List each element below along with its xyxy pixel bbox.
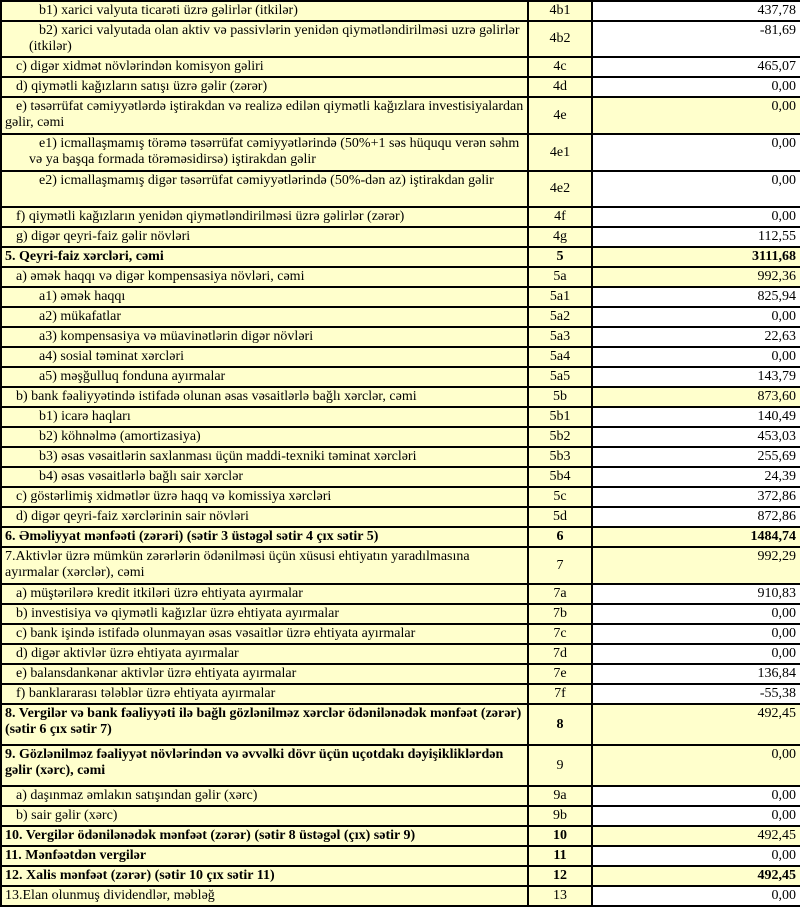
value-cell: 453,03: [592, 427, 800, 447]
table-row: [1, 467, 800, 487]
value-cell: 0,00: [592, 207, 800, 227]
value-cell: 492,45: [592, 866, 800, 886]
description-cell: a) əmək haqqı və digər kompensasiya növləri, cəmi: [1, 267, 528, 287]
code-cell: 5d: [528, 507, 592, 527]
description-cell: 13.Elan olunmuş dividendlər, məbləğ: [1, 886, 528, 906]
code-cell: 4d: [528, 77, 592, 97]
value-cell: 255,69: [592, 447, 800, 467]
table-row: [1, 644, 800, 664]
code-cell: 4b2: [528, 21, 592, 57]
value-cell: -81,69: [592, 21, 800, 57]
value-cell: 492,45: [592, 704, 800, 745]
code-cell: 4c: [528, 57, 592, 77]
table-row: [1, 745, 800, 786]
description-cell: a1) əmək haqqı: [1, 287, 528, 307]
table-row: [1, 267, 800, 287]
description-cell: 7.Aktivlər üzrə mümkün zərərlərin ödənilməsi üçün xüsusi ehtiyatın yaradılmasına ayırmalar (xərclər), cəmi: [1, 547, 528, 584]
value-cell: 0,00: [592, 644, 800, 664]
value-cell: 910,83: [592, 584, 800, 604]
table-row: [1, 846, 800, 866]
table-row: [1, 347, 800, 367]
description-cell: b2) xarici valyutada olan aktiv və passivlərin yenidən qiymətləndirilməsi uzrə gəlirlər (itkilər): [1, 21, 528, 57]
code-cell: 5a1: [528, 287, 592, 307]
value-cell: 143,79: [592, 367, 800, 387]
code-cell: 8: [528, 704, 592, 745]
description-cell: c) göstərlimiş xidmətlər üzrə haqq və komissiya xərcləri: [1, 487, 528, 507]
table-row: [1, 287, 800, 307]
value-cell: 112,55: [592, 227, 800, 247]
code-cell: 6: [528, 527, 592, 547]
description-cell: b) sair gəlir (xərc): [1, 806, 528, 826]
code-cell: 5a: [528, 267, 592, 287]
code-cell: 5a3: [528, 327, 592, 347]
description-cell: 11. Mənfəətdən vergilər: [1, 846, 528, 866]
description-cell: f) qiymətli kağızların yenidən qiymətləndirilməsi üzrə gəlirlər (zərər): [1, 207, 528, 227]
value-cell: 465,07: [592, 57, 800, 77]
value-cell: 140,49: [592, 407, 800, 427]
description-cell: b4) əsas vəsaitlərlə bağlı sair xərclər: [1, 467, 528, 487]
table-body: [1, 1, 800, 906]
table-row: [1, 77, 800, 97]
value-cell: 992,29: [592, 547, 800, 584]
description-cell: 6. Əməliyyat mənfəəti (zərəri) (sətir 3 üstəgəl sətir 4 çıx sətir 5): [1, 527, 528, 547]
value-cell: 437,78: [592, 1, 800, 21]
value-cell: 0,00: [592, 134, 800, 171]
table-row: [1, 547, 800, 584]
table-row: [1, 247, 800, 267]
description-cell: f) banklararası tələblər üzrə ehtiyata ayırmalar: [1, 684, 528, 704]
table-row: [1, 584, 800, 604]
value-cell: 0,00: [592, 846, 800, 866]
table-row: [1, 171, 800, 207]
value-cell: 1484,74: [592, 527, 800, 547]
code-cell: 5a4: [528, 347, 592, 367]
description-cell: e) balansdankənar aktivlər üzrə ehtiyata ayırmalar: [1, 664, 528, 684]
value-cell: 3111,68: [592, 247, 800, 267]
table-row: [1, 684, 800, 704]
table-row: [1, 624, 800, 644]
table-row: [1, 387, 800, 407]
description-cell: g) digər qeyri-faiz gəlir növləri: [1, 227, 528, 247]
value-cell: 0,00: [592, 171, 800, 207]
code-cell: 9: [528, 745, 592, 786]
description-cell: c) digər xidmət növlərindən komisyon gəliri: [1, 57, 528, 77]
description-cell: a2) mükafatlar: [1, 307, 528, 327]
table-row: [1, 806, 800, 826]
table-row: [1, 604, 800, 624]
description-cell: d) qiymətli kağızların satışı üzrə gəlir (zərər): [1, 77, 528, 97]
table-row: [1, 786, 800, 806]
table-row: [1, 487, 800, 507]
code-cell: 11: [528, 846, 592, 866]
description-cell: a) müştərilərə kredit itkiləri üzrə ehtiyata ayırmalar: [1, 584, 528, 604]
table-row: [1, 527, 800, 547]
description-cell: c) bank işində istifadə olunmayan əsas vəsaitlər üzrə ehtiyata ayırmalar: [1, 624, 528, 644]
value-cell: 825,94: [592, 287, 800, 307]
value-cell: 872,86: [592, 507, 800, 527]
table-row: [1, 886, 800, 906]
description-cell: d) digər aktivlər üzrə ehtiyata ayırmalar: [1, 644, 528, 664]
table-row: [1, 1, 800, 21]
description-cell: e1) icmallaşmamış törəmə təsərrüfat cəmiyyətlərində (50%+1 səs hüququ verən səhm və ya başqa formada törəməsidirsə) iştirakdan gəlir: [1, 134, 528, 171]
value-cell: 0,00: [592, 806, 800, 826]
value-cell: 372,86: [592, 487, 800, 507]
value-cell: 0,00: [592, 624, 800, 644]
code-cell: 7c: [528, 624, 592, 644]
code-cell: 7a: [528, 584, 592, 604]
code-cell: 5b1: [528, 407, 592, 427]
value-cell: 492,45: [592, 826, 800, 846]
code-cell: 4e1: [528, 134, 592, 171]
value-cell: 0,00: [592, 347, 800, 367]
table-row: [1, 407, 800, 427]
table-row: [1, 367, 800, 387]
table-row: [1, 447, 800, 467]
table-row: [1, 866, 800, 886]
code-cell: 5b: [528, 387, 592, 407]
code-cell: 5b4: [528, 467, 592, 487]
description-cell: 10. Vergilər ödənilənədək mənfəət (zərər) (sətir 8 üstəgəl (çıx) sətir 9): [1, 826, 528, 846]
description-cell: 8. Vergilər və bank fəaliyyəti ilə bağlı gözlənilməz xərclər ödənilənədək mənfəət (zərər) (sətir 6 çıx sətir 7): [1, 704, 528, 745]
code-cell: 13: [528, 886, 592, 906]
description-cell: b1) xarici valyuta ticarəti üzrə gəlirlər (itkilər): [1, 1, 528, 21]
table-row: [1, 227, 800, 247]
table-row: [1, 307, 800, 327]
table-row: [1, 826, 800, 846]
description-cell: d) digər qeyri-faiz xərclərinin sair növləri: [1, 507, 528, 527]
value-cell: 873,60: [592, 387, 800, 407]
value-cell: 992,36: [592, 267, 800, 287]
code-cell: 7e: [528, 664, 592, 684]
value-cell: 0,00: [592, 786, 800, 806]
description-cell: 9. Gözlənilməz fəaliyyət növlərindən və əvvəlki dövr üçün uçotdakı dəyişikliklərdən gəlir (xərc), cəmi: [1, 745, 528, 786]
code-cell: 4f: [528, 207, 592, 227]
description-cell: b) bank fəaliyyətində istifadə olunan əsas vəsaitlərlə bağlı xərclər, cəmi: [1, 387, 528, 407]
table-row: [1, 207, 800, 227]
code-cell: 7: [528, 547, 592, 584]
code-cell: 5a5: [528, 367, 592, 387]
table-row: [1, 134, 800, 171]
code-cell: 7f: [528, 684, 592, 704]
code-cell: 9a: [528, 786, 592, 806]
value-cell: 136,84: [592, 664, 800, 684]
value-cell: 24,39: [592, 467, 800, 487]
description-cell: b2) köhnəlmə (amortizasiya): [1, 427, 528, 447]
value-cell: -55,38: [592, 684, 800, 704]
value-cell: 0,00: [592, 97, 800, 134]
description-cell: b) investisiya və qiymətli kağızlar üzrə ehtiyata ayırmalar: [1, 604, 528, 624]
code-cell: 4e2: [528, 171, 592, 207]
code-cell: 4e: [528, 97, 592, 134]
table-row: [1, 704, 800, 745]
code-cell: 9b: [528, 806, 592, 826]
value-cell: 0,00: [592, 604, 800, 624]
description-cell: e2) icmallaşmamış digər təsərrüfat cəmiyyətlərində (50%-dən az) iştirakdan gəlir: [1, 171, 528, 207]
code-cell: 5a2: [528, 307, 592, 327]
description-cell: b3) əsas vəsaitlərin saxlanması üçün maddi-texniki təminat xərcləri: [1, 447, 528, 467]
description-cell: e) təsərrüfat cəmiyyətlərdə iştirakdan və realizə edilən qiymətli kağızlara investisiyalardan gəlir, cəmi: [1, 97, 528, 134]
value-cell: 0,00: [592, 307, 800, 327]
code-cell: 4g: [528, 227, 592, 247]
table-row: [1, 664, 800, 684]
value-cell: 0,00: [592, 745, 800, 786]
code-cell: 7b: [528, 604, 592, 624]
value-cell: 0,00: [592, 77, 800, 97]
table-row: [1, 21, 800, 57]
code-cell: 12: [528, 866, 592, 886]
table-row: [1, 427, 800, 447]
description-cell: a3) kompensasiya və müavinətlərin digər növləri: [1, 327, 528, 347]
description-cell: b1) icarə haqları: [1, 407, 528, 427]
description-cell: a4) sosial təminat xərcləri: [1, 347, 528, 367]
table-row: [1, 507, 800, 527]
value-cell: 0,00: [592, 886, 800, 906]
description-cell: a) daşınmaz əmlakın satışından gəlir (xərc): [1, 786, 528, 806]
table-row: [1, 57, 800, 77]
table-row: [1, 327, 800, 347]
code-cell: 5: [528, 247, 592, 267]
code-cell: 5b2: [528, 427, 592, 447]
description-cell: 5. Qeyri-faiz xərcləri, cəmi: [1, 247, 528, 267]
code-cell: 5c: [528, 487, 592, 507]
code-cell: 5b3: [528, 447, 592, 467]
code-cell: 4b1: [528, 1, 592, 21]
table-row: [1, 97, 800, 134]
description-cell: 12. Xalis mənfəət (zərər) (sətir 10 çıx sətir 11): [1, 866, 528, 886]
code-cell: 7d: [528, 644, 592, 664]
description-cell: a5) məşğulluq fonduna ayırmalar: [1, 367, 528, 387]
code-cell: 10: [528, 826, 592, 846]
value-cell: 22,63: [592, 327, 800, 347]
